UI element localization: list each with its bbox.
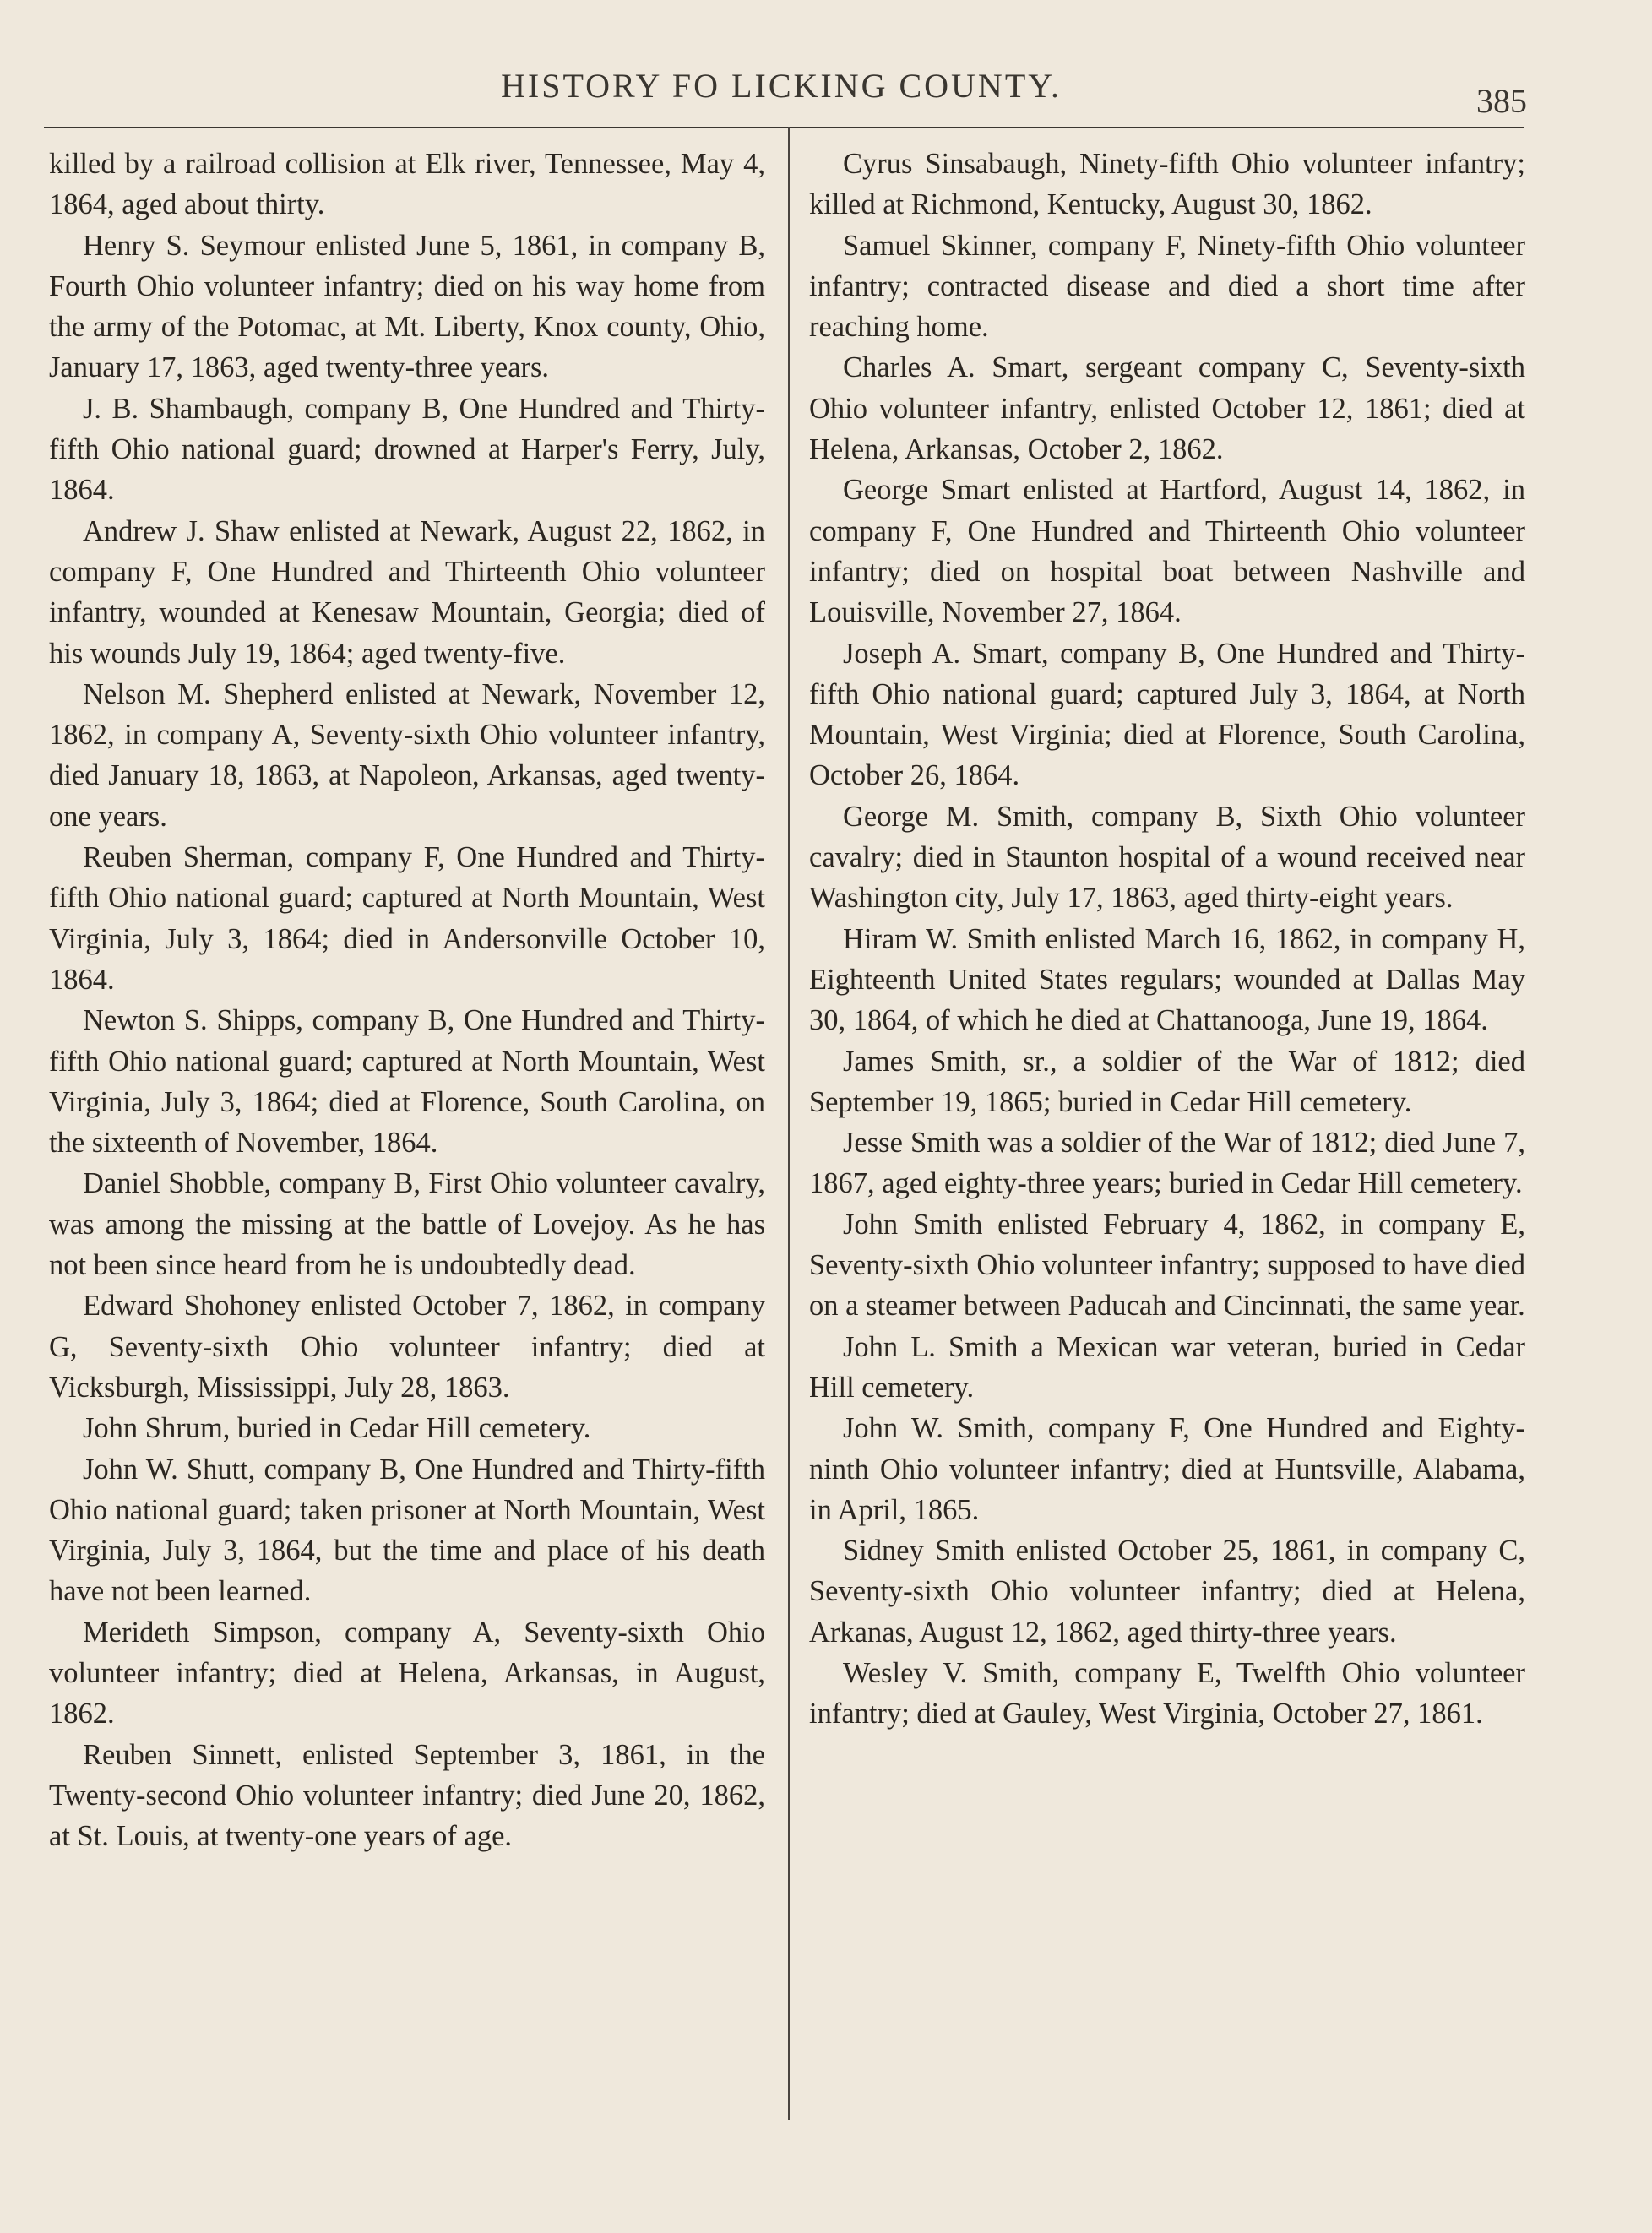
entry: Samuel Skinner, company F, Ninety-fifth Ohio volunteer infantry; contracted disease and died a short time after reaching home.: [809, 229, 1525, 344]
entry: George Smart enlisted at Hartford, August 14, 1862, in company F, One Hundred and Thirteenth Ohio volunteer infantry; died on hospital boat between Nashville and Louisville, November 27, 1864.: [809, 474, 1525, 629]
entry: Charles A. Smart, sergeant company C, Seventy-sixth Ohio volunteer infantry, enlisted October 12, 1861; died at Helena, Arkansas, October 2, 1862.: [809, 351, 1525, 466]
entry: Andrew J. Shaw enlisted at Newark, August 22, 1862, in company F, One Hundred and Thirteenth Ohio volunteer infantry, wounded at Kenesaw Mountain, Georgia; died of his wounds July 19, 1864; aged twenty-five.: [49, 514, 765, 670]
right-column: [809, 144, 1525, 1735]
entry: Hiram W. Smith enlisted March 16, 1862, in company H, Eighteenth United States regulars; wounded at Dallas May 30, 1864, of which he died at Chattanooga, June 19, 1864.: [809, 922, 1525, 1037]
running-head: HISTORY FO LICKING COUNTY.: [501, 67, 1062, 105]
entry: Reuben Sinnett, enlisted September 3, 1861, in the Twenty-second Ohio volunteer infantry; died June 20, 1862, at St. Louis, at twenty-one years of age.: [49, 1738, 765, 1853]
entry: Merideth Simpson, company A, Seventy-sixth Ohio volunteer infantry; died at Helena, Arkansas, in August, 1862.: [49, 1616, 765, 1730]
entry: John W. Smith, company F, One Hundred and Eighty-ninth Ohio volunteer infantry; died at Huntsville, Alabama, in April, 1865.: [809, 1412, 1525, 1526]
entry: J. B. Shambaugh, company B, One Hundred and Thirty-fifth Ohio national guard; drowned at Harper's Ferry, July, 1864.: [49, 392, 765, 507]
entry: John Smith enlisted February 4, 1862, in company E, Seventy-sixth Ohio volunteer infantry; supposed to have died on a steamer between Paducah and Cincinnati, the same year.: [809, 1208, 1525, 1323]
entry: Henry S. Seymour enlisted June 5, 1861, in company B, Fourth Ohio volunteer infantry; died on his way home from the army of the Potomac, at Mt. Liberty, Knox county, Ohio, January 17, 1863, aged twenty-three years.: [49, 229, 765, 384]
left-column: [49, 144, 765, 1856]
entry: George M. Smith, company B, Sixth Ohio volunteer cavalry; died in Staunton hospital of a wound received near Washington city, July 17, 1863, aged thirty-eight years.: [809, 800, 1525, 915]
entry: Sidney Smith enlisted October 25, 1861, in company C, Seventy-sixth Ohio volunteer infantry; died at Helena, Arkanas, August 12, 1862, aged thirty-three years.: [809, 1535, 1525, 1649]
page-number: 385: [1476, 82, 1527, 120]
entry: Daniel Shobble, company B, First Ohio volunteer cavalry, was among the missing at the battle of Lovejoy. As he has not been since heard from he is undoubtedly dead.: [49, 1167, 765, 1282]
entry: John L. Smith a Mexican war veteran, buried in Cedar Hill cemetery.: [809, 1330, 1525, 1404]
entry: Edward Shohoney enlisted October 7, 1862, in company G, Seventy-sixth Ohio volunteer infantry; died at Vicksburgh, Mississippi, July 28, 1863.: [49, 1290, 765, 1404]
entry: Nelson M. Shepherd enlisted at Newark, November 12, 1862, in company A, Seventy-sixth Ohio volunteer infantry, died January 18, 1863, at Napoleon, Arkansas, aged twenty-one years.: [49, 677, 765, 833]
entry: killed by a railroad collision at Elk river, Tennessee, May 4, 1864, aged about thirty.: [49, 148, 765, 221]
entry: John W. Shutt, company B, One Hundred and Thirty-fifth Ohio national guard; taken prisoner at North Mountain, West Virginia, July 3, 1864, but the time and place of his death have not been learned.: [49, 1453, 765, 1608]
entry: Reuben Sherman, company F, One Hundred and Thirty-fifth Ohio national guard; captured at North Mountain, West Virginia, July 3, 1864; died in Andersonville October 10, 1864.: [49, 841, 765, 996]
page-header: [0, 66, 1652, 120]
header-rule: [44, 127, 1524, 128]
entry: Wesley V. Smith, company E, Twelfth Ohio volunteer infantry; died at Gauley, West Virginia, October 27, 1861.: [809, 1656, 1525, 1730]
entry: Newton S. Shipps, company B, One Hundred and Thirty-fifth Ohio national guard; captured at North Mountain, West Virginia, July 3, 1864; died at Florence, South Carolina, on the sixteenth of November, 1864.: [49, 1004, 765, 1160]
entry: Joseph A. Smart, company B, One Hundred and Thirty-fifth Ohio national guard; captured July 3, 1864, at North Mountain, West Virginia; died at Florence, South Carolina, October 26, 1864.: [809, 637, 1525, 792]
entry: Jesse Smith was a soldier of the War of 1812; died June 7, 1867, aged eighty-three years; buried in Cedar Hill cemetery.: [809, 1127, 1525, 1200]
entry: John Shrum, buried in Cedar Hill cemetery.: [83, 1412, 591, 1445]
entry: Cyrus Sinsabaugh, Ninety-fifth Ohio volunteer infantry; killed at Richmond, Kentucky, August 30, 1862.: [809, 148, 1525, 221]
column-divider: [788, 127, 790, 2120]
entry: James Smith, sr., a soldier of the War of 1812; died September 19, 1865; buried in Cedar Hill cemetery.: [809, 1045, 1525, 1118]
